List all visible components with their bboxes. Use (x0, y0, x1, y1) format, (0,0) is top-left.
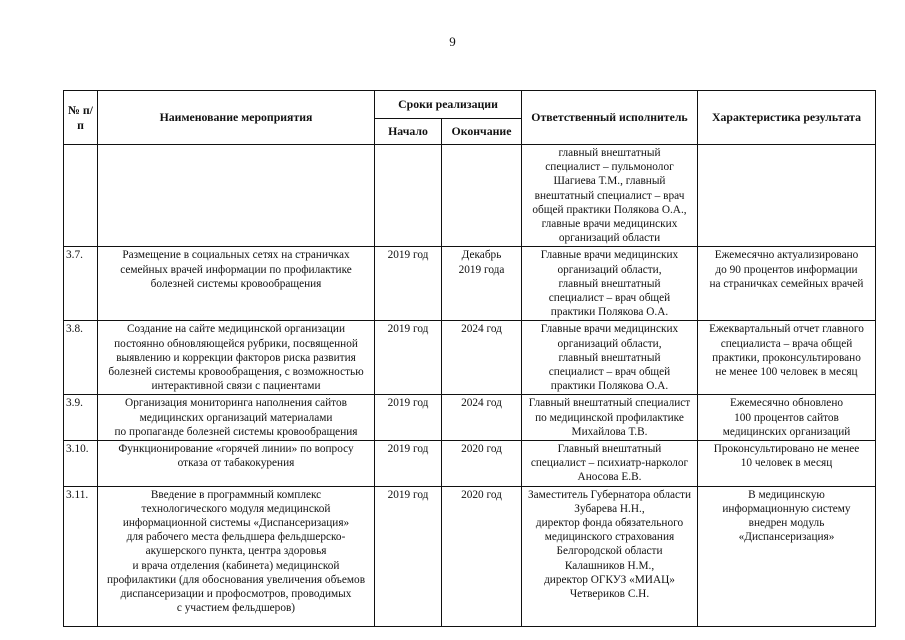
row-name-line: по пропаганде болезней системы кровообращения (114, 425, 358, 438)
row-executor-line: организаций области, (557, 337, 662, 350)
row-name (98, 486, 375, 626)
row-executor-line: медицинского страхования (544, 531, 675, 544)
row-name-line: Организация мониторинга наполнения сайтов (125, 397, 347, 410)
row-name (98, 145, 375, 247)
row-result-line: 10 человек в месяц (740, 457, 833, 470)
row-result-line: 100 процентов сайтов (734, 411, 839, 424)
header-terms: Сроки реализации (375, 91, 522, 119)
row-result (698, 321, 876, 395)
row-name-line: отказа от табакокурения (177, 457, 295, 470)
row-executor-line: Аносова Е.В. (577, 471, 642, 484)
row-executor (522, 395, 698, 441)
row-executor-line: практики Полякова О.А. (550, 380, 669, 393)
row-result (698, 395, 876, 441)
row-executor-line: главные врачи медицинских (541, 218, 678, 231)
row-result-line: Ежеквартальный отчет главного (709, 323, 864, 336)
row-executor-line: Заместитель Губернатора области (528, 488, 691, 501)
row-end (442, 395, 522, 441)
row-executor-line: Четвериков С.Н. (569, 588, 650, 601)
row-name (98, 247, 375, 321)
row-executor (522, 321, 698, 395)
row-name-line: Размещение в социальных сетях на страничках (122, 249, 350, 262)
row-num (64, 145, 98, 247)
row-name-line: интерактивной связи с пациентами (151, 380, 321, 393)
row-executor-line: организаций области (558, 232, 661, 245)
row-executor-line: Калашников Н.М., (564, 559, 655, 572)
row-end-line: 2024 год (461, 397, 502, 410)
row-executor-line: главный внештатный (558, 277, 661, 290)
row-start: 2019 год (375, 395, 442, 441)
row-name-line: технологического модуля медицинской (141, 502, 331, 515)
header-executor: Ответственный исполнитель (522, 91, 698, 145)
header-name: Наименование мероприятия (98, 91, 375, 145)
row-executor-line: директор ОГКУЗ «МИАЦ» (544, 573, 675, 586)
row-executor-line: практики Полякова О.А. (550, 306, 669, 319)
row-executor-line: Главные врачи медицинских (540, 249, 679, 262)
header-result: Характеристика результата (698, 91, 876, 145)
row-name-line: диспансеризации и профосмотров, проводимых (120, 588, 352, 601)
row-start (375, 145, 442, 247)
table-row (64, 486, 876, 626)
row-executor-line: специалист – врач общей (548, 292, 671, 305)
header-start: Начало (375, 119, 442, 145)
row-executor (522, 145, 698, 247)
row-executor-line: специалист – пульмонолог (545, 161, 674, 174)
row-result-line: Ежемесячно актуализировано (714, 249, 859, 262)
row-executor-line: Михайлова Т.В. (571, 425, 648, 438)
row-executor-line: Главные врачи медицинских (540, 323, 679, 336)
row-name (98, 321, 375, 395)
row-num: 3.7. (64, 247, 98, 321)
row-result (698, 441, 876, 487)
row-result-line: до 90 процентов информации (715, 263, 858, 276)
header-end: Окончание (442, 119, 522, 145)
row-name-line: для рабочего места фельдшера фельдшерско- (126, 531, 346, 544)
row-result (698, 486, 876, 626)
row-name-line: информационной системы «Диспансеризация» (122, 517, 350, 530)
row-name-line: профилактики (для обоснования увеличения объемов (106, 573, 366, 586)
table-row (64, 321, 876, 395)
row-num: 3.8. (64, 321, 98, 395)
row-end (442, 441, 522, 487)
table-row (64, 395, 876, 441)
row-executor-line: специалист – психиатр-нарколог (530, 457, 689, 470)
row-name (98, 441, 375, 487)
row-result (698, 145, 876, 247)
row-end-line: 2020 год (461, 443, 502, 456)
row-name-line: и врача отделения (кабинета) медицинской (132, 559, 340, 572)
row-num: 3.9. (64, 395, 98, 441)
row-executor-line: Шагиева Т.М., главный (553, 175, 666, 188)
row-start: 2019 год (375, 486, 442, 626)
row-executor-line: специалист – врач общей (548, 366, 671, 379)
row-name-line: постоянно обновляющейся рубрики, посвященной (114, 337, 358, 350)
row-name-line: семейных врачей информации по профилактике (120, 263, 352, 276)
row-name-line: Функционирование «горячей линии» по вопросу (118, 443, 354, 456)
row-num: 3.10. (64, 441, 98, 487)
row-end (442, 486, 522, 626)
row-executor-line: Главный внештатный специалист (528, 397, 691, 410)
activities-table (63, 90, 876, 627)
row-start: 2019 год (375, 247, 442, 321)
page-number: 9 (449, 34, 456, 49)
row-executor (522, 486, 698, 626)
row-result (698, 247, 876, 321)
row-name-line: Создание на сайте медицинской организации (126, 323, 346, 336)
row-executor-line: директор фонда обязательного (535, 517, 684, 530)
row-name-line: медицинских организаций материалами (139, 411, 333, 424)
row-executor-line: главный внештатный (558, 147, 661, 159)
row-result-line: не менее 100 человек в месяц (715, 366, 858, 379)
row-result-line: информационную систему (722, 502, 851, 515)
table-row (64, 247, 876, 321)
header-num: № п/п (64, 91, 98, 145)
row-end (442, 247, 522, 321)
row-name-line: акушерского пункта, центра здоровья (145, 545, 327, 558)
row-result-line: Ежемесячно обновлено (729, 397, 844, 410)
row-end-line: 2019 года (458, 263, 505, 276)
row-result-line: на страничках семейных врачей (709, 277, 864, 290)
row-result-line: «Диспансеризация» (738, 531, 835, 544)
row-executor-line: внештатный специалист – врач (534, 189, 685, 202)
row-result-line: медицинских организаций (722, 425, 851, 438)
row-name-line: с участием фельдшеров) (176, 602, 296, 615)
row-result-line: специалиста – врача общей (720, 337, 853, 350)
row-name-line: болезней системы кровообращения (150, 277, 322, 290)
row-start: 2019 год (375, 321, 442, 395)
row-name-line: выявлению и коррекции факторов риска развития (116, 351, 356, 364)
row-executor-line: Главный внештатный (557, 443, 662, 456)
row-result-line: практики, проконсультировано (712, 351, 861, 364)
row-num: 3.11. (64, 486, 98, 626)
row-name (98, 395, 375, 441)
row-executor-line: общей практики Полякова О.А., (532, 203, 687, 216)
table-row (64, 145, 876, 247)
row-executor-line: организаций области, (557, 263, 662, 276)
row-executor (522, 441, 698, 487)
row-start: 2019 год (375, 441, 442, 487)
row-result-line: внедрен модуль (748, 517, 825, 530)
row-end-line: 2020 год (461, 488, 502, 501)
row-end-line: Декабрь (461, 249, 502, 262)
row-end (442, 321, 522, 395)
row-name-line: Введение в программный комплекс (150, 488, 322, 501)
row-executor-line: по медицинской профилактике (535, 411, 684, 424)
row-executor-line: Зубарева Н.Н., (574, 502, 645, 515)
row-executor-line: Белгородской области (556, 545, 663, 558)
table-row (64, 441, 876, 487)
row-name-line: болезней системы кровообращения, с возможностью (108, 366, 364, 379)
row-end-line: 2024 год (461, 323, 502, 336)
row-executor-line: главный внештатный (558, 351, 661, 364)
row-result-line: В медицинскую (748, 488, 825, 501)
row-end (442, 145, 522, 247)
row-executor (522, 247, 698, 321)
row-result-line: Проконсультировано не менее (713, 443, 860, 456)
